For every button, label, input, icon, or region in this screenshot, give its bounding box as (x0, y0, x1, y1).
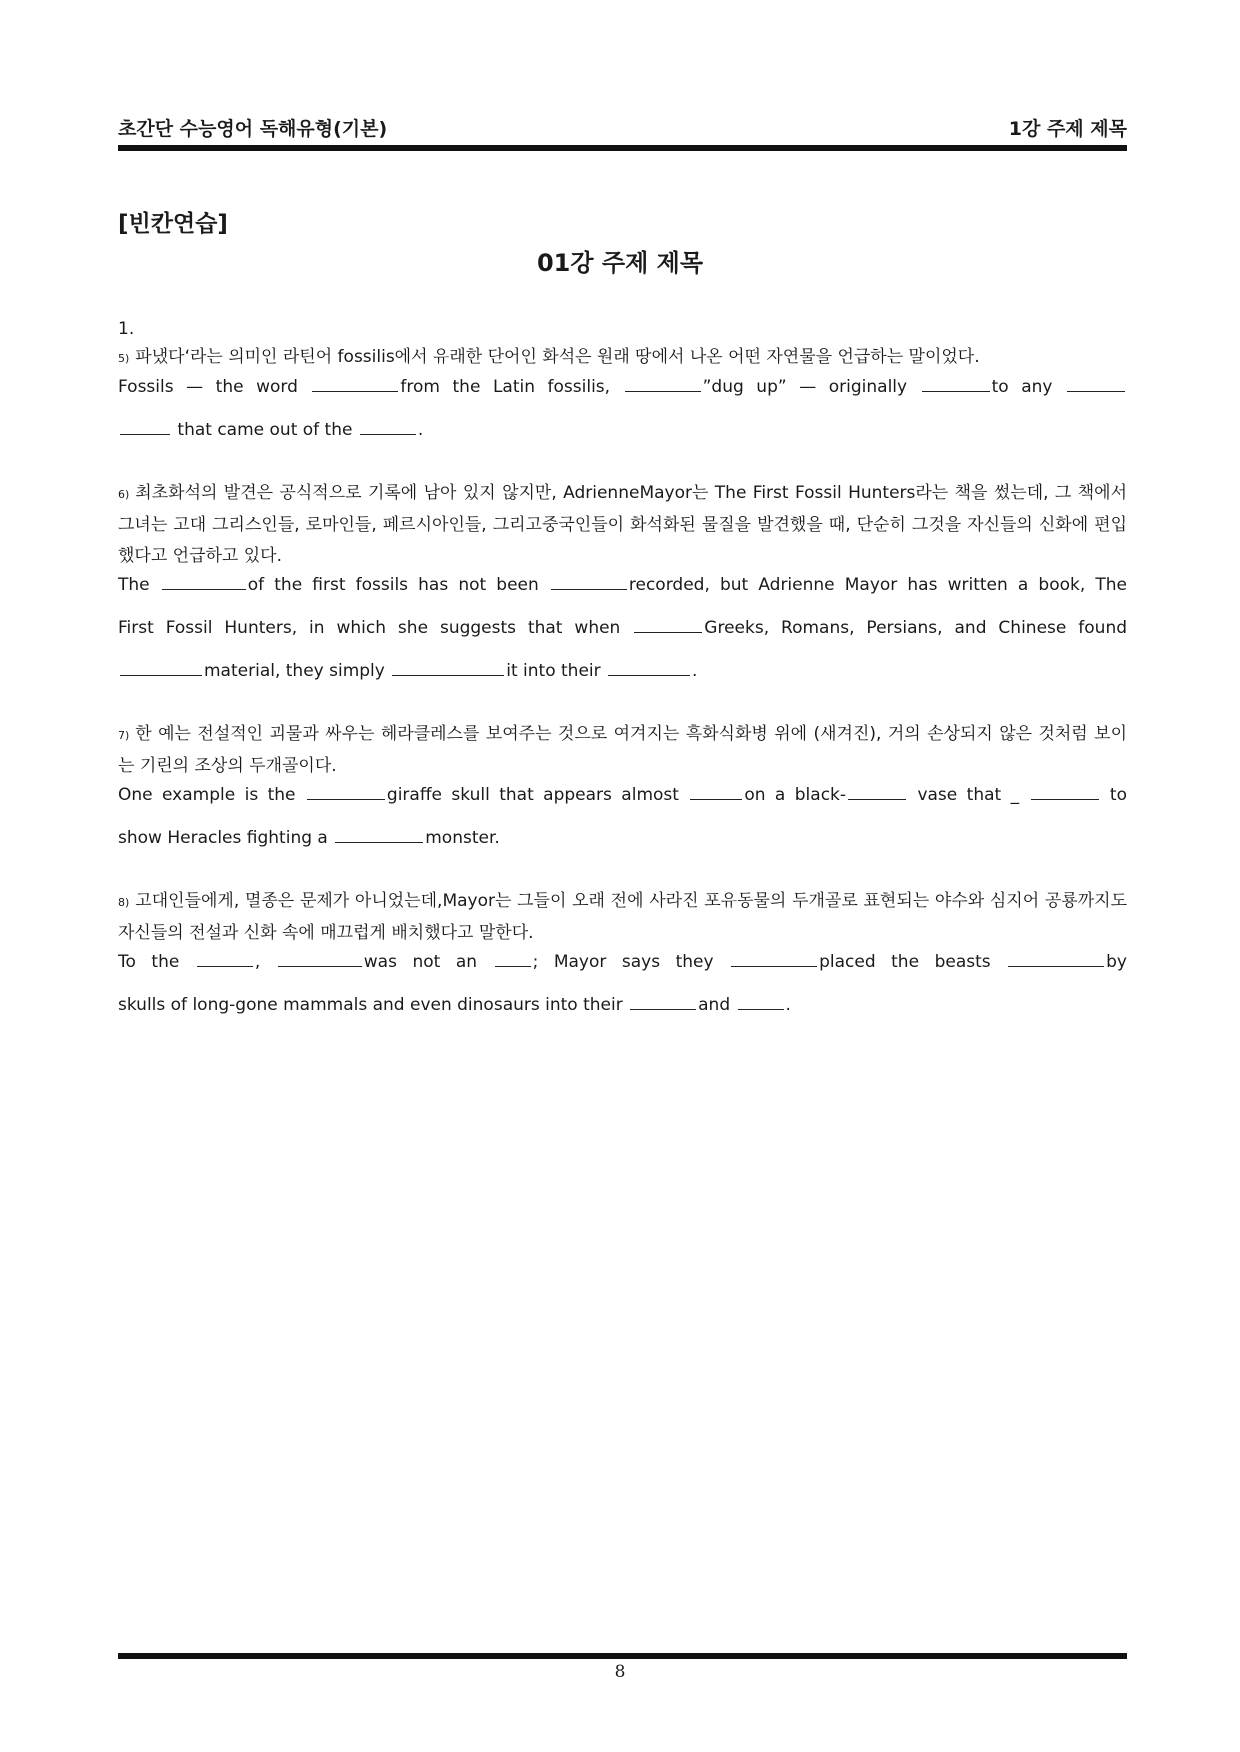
english-text: Fossils — the word (118, 377, 311, 397)
footer-divider (118, 1653, 1127, 1659)
korean-text: 한 예는 전설적인 괴물과 싸우는 헤라클레스를 보여주는 것으로 여겨지는 흑화식화병 위에 (새겨진), 거의 손상되지 않은 것처럼 보이는 기린의 조상의 두개골이다. (118, 724, 1127, 776)
english-text: . (692, 661, 698, 681)
blank-field[interactable] (495, 950, 531, 967)
korean-translation (118, 478, 1127, 572)
blank-field[interactable] (738, 993, 784, 1010)
blank-field[interactable] (1031, 783, 1099, 800)
blank-field[interactable] (312, 375, 398, 392)
english-text: . (417, 420, 424, 440)
blank-field[interactable] (197, 950, 253, 967)
item-marker: 8) (118, 896, 130, 909)
english-text: was not an (363, 952, 493, 972)
blank-field[interactable] (1008, 950, 1104, 967)
blank-field[interactable] (731, 950, 817, 967)
english-text: vase that _ (908, 785, 1029, 805)
blank-field[interactable] (360, 418, 416, 435)
korean-text: 고대인들에게, 멸종은 문제가 아니었는데,Mayor는 그들이 오래 전에 사라진 포유동물의 두개골로 표현되는 야수와 심지어 공룡까지도 자신들의 전설과 신화 속에 매끄럽게 배치했다고 말한다. (118, 891, 1127, 943)
english-text: Greeks, Romans, Persians, and Chinese found (704, 618, 1128, 638)
lesson-title: 01강 주제 제목 (536, 249, 704, 277)
blank-field[interactable] (278, 950, 362, 967)
english-line (118, 941, 1127, 984)
blank-field[interactable] (625, 375, 701, 392)
english-text: To the (118, 952, 195, 972)
english-text: it into their (506, 661, 607, 681)
english-line (118, 607, 1127, 650)
english-text: of the first fossils has not been (247, 575, 549, 595)
english-line (118, 366, 1127, 409)
english-line (118, 409, 1127, 452)
english-text: material, they simply (204, 661, 391, 681)
english-line (118, 984, 1127, 1027)
english-text: to (1100, 785, 1127, 805)
english-text: . (785, 995, 791, 1015)
english-text: monster. (425, 828, 500, 848)
exercise-item (118, 886, 1127, 1027)
english-text: show Heracles fighting a (118, 828, 334, 848)
english-text: First Fossil Hunters, in which she suggests that when (118, 618, 633, 638)
english-text: , (254, 952, 276, 972)
page-number: 8 (614, 1662, 626, 1682)
blank-field[interactable] (307, 783, 385, 800)
english-line (118, 817, 1127, 860)
blank-field[interactable] (630, 993, 696, 1010)
english-text: and (698, 995, 736, 1015)
exercise-item (118, 478, 1127, 693)
english-line (118, 650, 1127, 693)
english-line (118, 774, 1127, 817)
blank-field[interactable] (608, 659, 690, 676)
korean-translation (118, 719, 1127, 782)
question-number: 1. (118, 319, 135, 339)
english-text: on a black- (744, 785, 847, 805)
english-text: ; Mayor says they (532, 952, 730, 972)
blank-field[interactable] (848, 783, 906, 800)
english-text: that came out of the (172, 420, 358, 440)
blank-field[interactable] (551, 573, 627, 590)
korean-translation (118, 886, 1127, 949)
header-book-title: 초간단 수능영어 독해유형(기본) (118, 118, 388, 140)
english-text: ”dug up” — originally (702, 377, 920, 397)
exercise-item (118, 342, 1127, 452)
english-text: placed the beasts (819, 952, 1007, 972)
blank-field[interactable] (120, 418, 170, 435)
item-marker: 6) (118, 488, 130, 501)
exercise-item (118, 719, 1127, 860)
english-text: by (1106, 952, 1127, 972)
english-text: One example is the (118, 785, 305, 805)
english-line (118, 564, 1127, 607)
english-text: The (118, 575, 160, 595)
section-label: [빈칸연습] (118, 211, 228, 237)
exercise-content (118, 316, 1127, 1053)
english-text: to any (991, 377, 1065, 397)
blank-field[interactable] (335, 826, 423, 843)
korean-text: 최초화석의 발견은 공식적으로 기록에 남아 있지 않지만, AdrienneMayor는 The First Fossil Hunters라는 책을 썼는데, 그 책에서 그녀는 고대 그리스인들, 로마인들, 페르시아인들, 그리고중국인들이 화석화된 물질을 발견했을 때, 단순히 그것을 자신들의 신화에 편입했다고 언급하고 있다. (118, 483, 1127, 566)
blank-field[interactable] (392, 659, 504, 676)
blank-field[interactable] (634, 616, 702, 633)
item-marker: 7) (118, 729, 130, 742)
header-divider (118, 145, 1127, 151)
blank-field[interactable] (690, 783, 742, 800)
blank-field[interactable] (922, 375, 990, 392)
english-text: recorded, but Adrienne Mayor has written a book, The (628, 575, 1127, 595)
english-text: skulls of long-gone mammals and even dinosaurs into their (118, 995, 629, 1015)
english-text: from the Latin fossilis, (400, 377, 623, 397)
blank-field[interactable] (120, 659, 202, 676)
header-chapter-title: 1강 주제 제목 (1008, 118, 1127, 140)
item-marker: 5) (118, 352, 130, 365)
blank-field[interactable] (1067, 375, 1125, 392)
blank-field[interactable] (162, 573, 246, 590)
korean-text: 파냈다‘라는 의미인 라틴어 fossilis에서 유래한 단어인 화석은 원래 땅에서 나온 어떤 자연물을 언급하는 말이었다. (135, 347, 980, 367)
english-text: giraffe skull that appears almost (386, 785, 689, 805)
